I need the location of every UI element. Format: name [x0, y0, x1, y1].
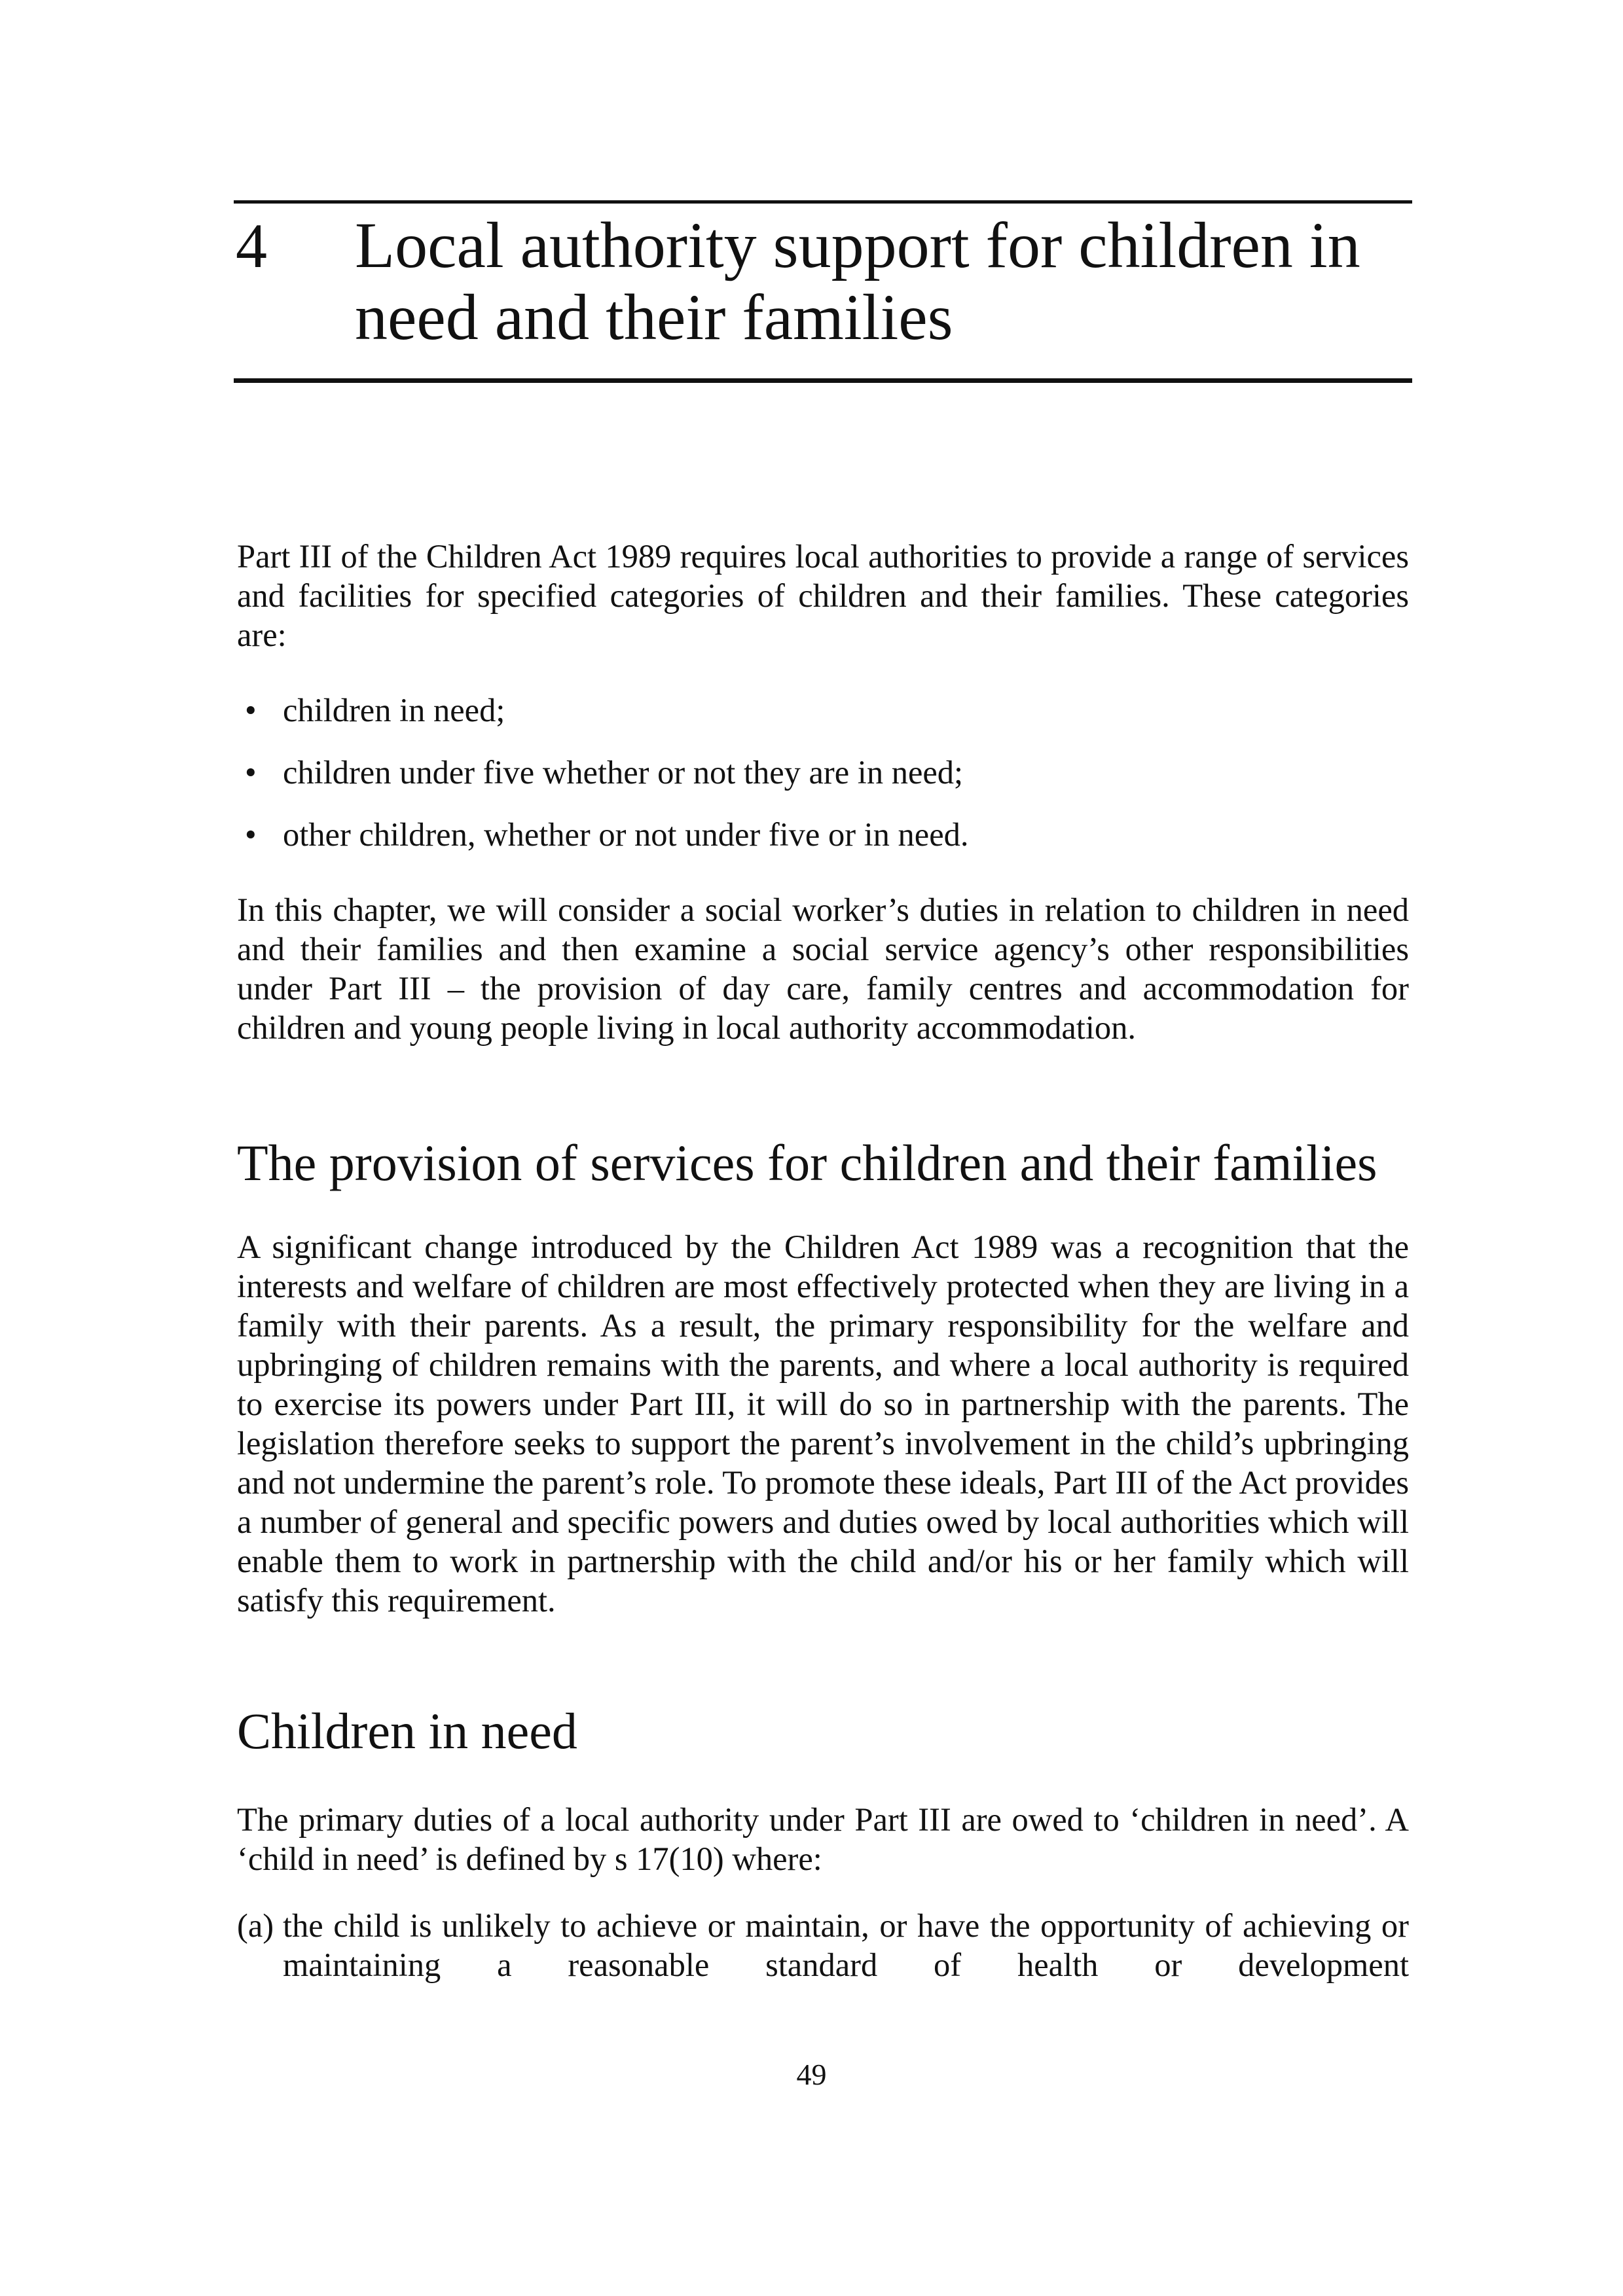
intro-paragraph: Part III of the Children Act 1989 requires local authorities to provide a range of services and facilities for specified categories of children and their families. These categories are: — [237, 538, 1409, 653]
category-text: children in need; — [283, 692, 505, 728]
section-heading-children-in-need: Children in need — [237, 1702, 577, 1759]
category-text: other children, whether or not under five or in need. — [283, 816, 969, 853]
chapter-title: Local authority support for children in need and their families — [355, 209, 1360, 353]
definition-marker: (a) — [237, 1907, 274, 1944]
definition-text: the child is unlikely to achieve or maintain, or have the opportunity of achieving or maintaining a reasonable standard of health or development — [283, 1907, 1409, 1983]
services-paragraph: A significant change introduced by the Children Act 1989 was a recognition that the interests and welfare of children are most effectively protected when they are living in a family with their parents. As a result, the primary responsibility for the welfare and upbringing of children remains with the parents, and where a local authority is required to exercise its powers under Part III, it will do so in partnership with the parents. The legislation therefore seeks to support the parent’s involvement in the child’s upbringing and not undermine the parent’s role. To promote these ideals, Part III of the Act provides a number of general and specific powers and duties owed by local authorities which will enable them to work in partnership with the child and/or his or her family which will satisfy this requirement. — [237, 1229, 1409, 1619]
bullet-icon: • — [245, 692, 257, 728]
chapter-number: 4 — [236, 211, 267, 281]
page-number: 49 — [796, 2058, 827, 2091]
list-item — [237, 691, 1409, 730]
category-text: children under five whether or not they are in need; — [283, 754, 964, 791]
definition-item — [237, 1906, 1409, 1984]
chapter-overview-paragraph: In this chapter, we will consider a social worker’s duties in relation to children in need and their families and then examine a social service agency’s other responsibilities under Part III – the provision of day care, family centres and accommodation for children and young people living in local authority accommodation. — [237, 891, 1409, 1046]
children-in-need-paragraph: The primary duties of a local authority under Part III are owed to ‘children in need’. A ‘child in need’ is defined by s 17(10) where: — [237, 1801, 1409, 1877]
category-list — [237, 691, 1409, 877]
bullet-icon: • — [245, 816, 257, 853]
header-rule-bottom — [234, 378, 1412, 383]
section-heading-services: The provision of services for children and their families — [237, 1134, 1377, 1191]
list-item — [237, 753, 1409, 792]
bullet-icon: • — [245, 754, 257, 791]
list-item — [237, 815, 1409, 854]
header-rule-top — [234, 200, 1412, 204]
